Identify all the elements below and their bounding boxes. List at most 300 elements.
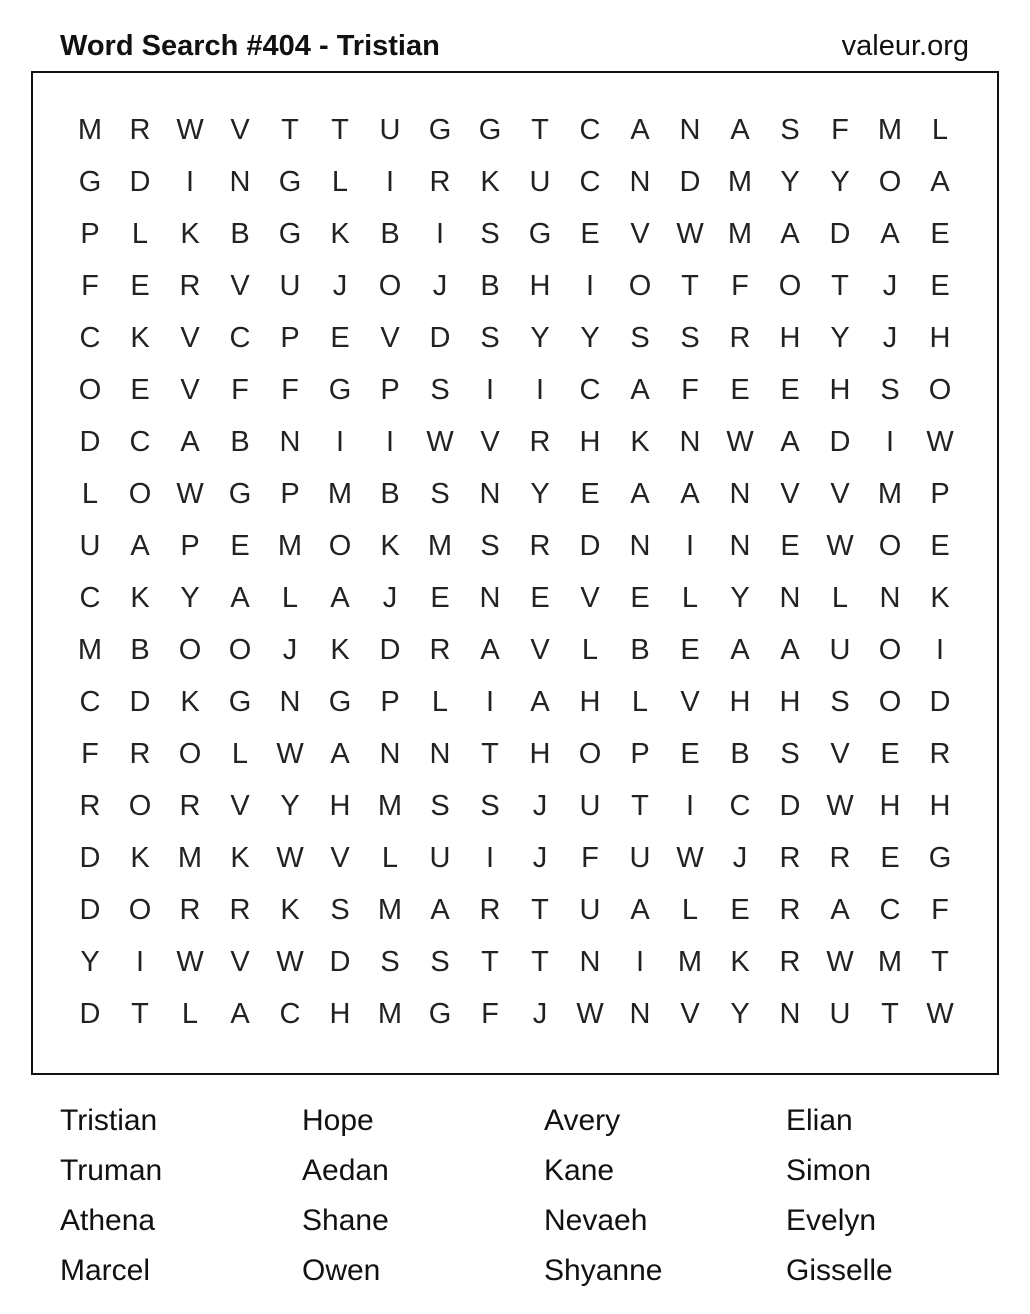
grid-letter: V — [230, 269, 250, 302]
grid-letter: W — [826, 529, 854, 562]
grid-letter: N — [779, 581, 801, 614]
grid-letter: M — [377, 997, 403, 1030]
grid-letter: E — [880, 737, 900, 770]
grid-letter: L — [281, 581, 299, 614]
grid-letter: F — [731, 269, 749, 302]
grid-letter: O — [128, 477, 152, 510]
grid-letter: L — [581, 633, 599, 666]
grid-letter: B — [380, 217, 400, 250]
grid-letter: N — [629, 997, 651, 1030]
grid-letter: R — [779, 893, 801, 926]
grid-letter: J — [532, 841, 548, 874]
grid-letter: Y — [780, 165, 800, 198]
word-list-item: Gisselle — [786, 1254, 893, 1287]
grid-letter: W — [176, 477, 204, 510]
grid-letter: B — [130, 633, 150, 666]
grid-letter: W — [676, 841, 704, 874]
grid-letter: M — [877, 477, 903, 510]
grid-letter: U — [79, 529, 101, 562]
grid-letter: U — [829, 633, 851, 666]
grid-letter: O — [878, 685, 902, 718]
grid-letter: L — [681, 581, 699, 614]
grid-letter: A — [230, 997, 250, 1030]
grid-letter: U — [579, 893, 601, 926]
grid-letter: R — [179, 893, 201, 926]
grid-letter: I — [635, 945, 645, 978]
grid-letter: A — [630, 373, 650, 406]
grid-letter: S — [780, 113, 800, 146]
grid-letter: M — [77, 633, 103, 666]
grid-letter: G — [528, 217, 552, 250]
grid-letter: W — [276, 841, 304, 874]
grid-letter: L — [831, 581, 849, 614]
grid-letter: T — [481, 945, 499, 978]
grid-letter: U — [579, 789, 601, 822]
grid-letter: I — [935, 633, 945, 666]
grid-letter: K — [280, 893, 300, 926]
grid-letter: L — [131, 217, 149, 250]
grid-letter: S — [780, 737, 800, 770]
grid-letter: I — [485, 841, 495, 874]
grid-letter: G — [928, 841, 952, 874]
grid-letter: S — [430, 477, 450, 510]
grid-letter: A — [330, 581, 350, 614]
grid-letter: S — [480, 789, 500, 822]
grid-letter: A — [730, 633, 750, 666]
grid-letter: B — [630, 633, 650, 666]
grid-letter: N — [379, 737, 401, 770]
grid-letter: F — [831, 113, 849, 146]
grid-letter: A — [680, 477, 700, 510]
grid-letter: N — [779, 997, 801, 1030]
grid-letter: C — [79, 321, 101, 354]
grid-letter: K — [480, 165, 500, 198]
grid-letter: R — [179, 269, 201, 302]
grid-letter: K — [330, 217, 350, 250]
grid-letter: V — [230, 113, 250, 146]
word-list-item: Elian — [786, 1104, 853, 1137]
grid-letter: E — [630, 581, 650, 614]
grid-letter: E — [730, 893, 750, 926]
grid-letter: E — [780, 373, 800, 406]
grid-letter: P — [380, 685, 400, 718]
grid-letter: P — [630, 737, 650, 770]
grid-letter: F — [931, 893, 949, 926]
grid-letter: I — [485, 373, 495, 406]
grid-letter: F — [281, 373, 299, 406]
grid-letter: W — [726, 425, 754, 458]
grid-letter: D — [129, 685, 151, 718]
grid-letter: A — [180, 425, 200, 458]
grid-letter: G — [228, 685, 252, 718]
grid-letter: W — [426, 425, 454, 458]
grid-letter: L — [231, 737, 249, 770]
word-list-item: Avery — [544, 1104, 621, 1137]
grid-letter: N — [679, 113, 701, 146]
grid-letter: A — [830, 893, 850, 926]
grid-letter: H — [829, 373, 851, 406]
grid-letter: H — [779, 685, 801, 718]
word-list-item: Evelyn — [786, 1204, 877, 1237]
grid-letter: R — [79, 789, 101, 822]
grid-letter: D — [329, 945, 351, 978]
grid-letter: B — [480, 269, 500, 302]
grid-letter: K — [180, 217, 200, 250]
grid-letter: I — [185, 165, 195, 198]
grid-letter: A — [130, 529, 150, 562]
grid-letter: O — [878, 529, 902, 562]
grid-letter: J — [732, 841, 748, 874]
grid-letter: N — [429, 737, 451, 770]
grid-letter: G — [328, 685, 352, 718]
grid-letter: S — [480, 529, 500, 562]
grid-letter: D — [679, 165, 701, 198]
grid-letter: J — [382, 581, 398, 614]
grid-letter: T — [931, 945, 949, 978]
grid-letter: V — [830, 737, 850, 770]
grid-letter: O — [928, 373, 952, 406]
grid-letter: I — [685, 529, 695, 562]
grid-letter: K — [230, 841, 250, 874]
grid-letter: K — [180, 685, 200, 718]
grid-letter: A — [630, 113, 650, 146]
grid-letter: L — [81, 477, 99, 510]
grid-letter: S — [880, 373, 900, 406]
word-list-item: Tristian — [60, 1104, 158, 1137]
grid-letter: V — [180, 373, 200, 406]
grid-letter: R — [129, 113, 151, 146]
grid-letter: U — [829, 997, 851, 1030]
grid-letter: R — [829, 841, 851, 874]
word-list-item: Shane — [302, 1204, 389, 1237]
grid-letter: R — [779, 945, 801, 978]
grid-letter: A — [330, 737, 350, 770]
grid-letter: Y — [730, 581, 750, 614]
grid-letter: F — [81, 269, 99, 302]
grid-letter: I — [485, 685, 495, 718]
grid-letter: Y — [730, 997, 750, 1030]
word-list-item: Athena — [60, 1204, 156, 1237]
grid-letter: M — [677, 945, 703, 978]
grid-letter: T — [481, 737, 499, 770]
grid-letter: S — [630, 321, 650, 354]
grid-letter: H — [329, 997, 351, 1030]
grid-letter: N — [879, 581, 901, 614]
grid-letter: N — [679, 425, 701, 458]
grid-letter: E — [730, 373, 750, 406]
grid-letter: V — [230, 945, 250, 978]
grid-letter: D — [779, 789, 801, 822]
grid-letter: K — [630, 425, 650, 458]
grid-letter: K — [330, 633, 350, 666]
grid-letter: I — [885, 425, 895, 458]
grid-letter: W — [676, 217, 704, 250]
grid-letter: P — [180, 529, 200, 562]
grid-letter: N — [229, 165, 251, 198]
grid-letter: O — [378, 269, 402, 302]
grid-letter: T — [681, 269, 699, 302]
grid-letter: H — [529, 737, 551, 770]
grid-letter: G — [278, 165, 302, 198]
grid-letter: V — [230, 789, 250, 822]
grid-letter: L — [931, 113, 949, 146]
grid-letter: S — [480, 321, 500, 354]
grid-letter: N — [629, 529, 651, 562]
grid-letter: M — [727, 165, 753, 198]
grid-letter: T — [881, 997, 899, 1030]
word-list-item: Truman — [60, 1154, 163, 1187]
grid-letter: A — [880, 217, 900, 250]
grid-letter: P — [80, 217, 100, 250]
grid-letter: C — [229, 321, 251, 354]
grid-letter: W — [576, 997, 604, 1030]
word-list-item: Owen — [302, 1254, 381, 1287]
grid-letter: O — [778, 269, 802, 302]
grid-letter: O — [178, 737, 202, 770]
grid-letter: P — [280, 477, 300, 510]
grid-letter: U — [379, 113, 401, 146]
grid-letter: O — [228, 633, 252, 666]
grid-letter: H — [929, 789, 951, 822]
grid-letter: A — [780, 633, 800, 666]
grid-letter: J — [882, 269, 898, 302]
grid-letter: N — [579, 945, 601, 978]
grid-letter: T — [281, 113, 299, 146]
word-list-item: Shyanne — [544, 1254, 663, 1287]
grid-letter: M — [377, 789, 403, 822]
grid-letter: V — [180, 321, 200, 354]
grid-letter: U — [629, 841, 651, 874]
grid-letter: D — [579, 529, 601, 562]
grid-letter: W — [926, 425, 954, 458]
grid-letter: M — [877, 113, 903, 146]
grid-letter: E — [130, 373, 150, 406]
grid-letter: E — [930, 529, 950, 562]
grid-letter: O — [128, 789, 152, 822]
grid-letter: R — [779, 841, 801, 874]
grid-letter: D — [379, 633, 401, 666]
grid-letter: R — [479, 893, 501, 926]
grid-letter: Y — [530, 321, 550, 354]
grid-letter: O — [178, 633, 202, 666]
grid-letter: Y — [830, 165, 850, 198]
grid-letter: R — [429, 165, 451, 198]
grid-letter: D — [79, 425, 101, 458]
grid-letter: I — [685, 789, 695, 822]
grid-letter: H — [579, 425, 601, 458]
grid-letter: V — [330, 841, 350, 874]
grid-letter: E — [580, 217, 600, 250]
grid-letter: I — [435, 217, 445, 250]
grid-letter: R — [729, 321, 751, 354]
grid-letter: O — [328, 529, 352, 562]
grid-letter: T — [531, 945, 549, 978]
grid-letter: W — [926, 997, 954, 1030]
grid-letter: K — [130, 841, 150, 874]
grid-letter: H — [579, 685, 601, 718]
grid-letter: O — [578, 737, 602, 770]
grid-letter: A — [630, 477, 650, 510]
grid-letter: V — [530, 633, 550, 666]
letter-grid — [65, 104, 965, 1040]
grid-letter: E — [930, 217, 950, 250]
grid-letter: M — [877, 945, 903, 978]
grid-letter: T — [331, 113, 349, 146]
grid-letter: G — [428, 113, 452, 146]
grid-letter: J — [432, 269, 448, 302]
grid-letter: N — [479, 477, 501, 510]
grid-letter: Y — [830, 321, 850, 354]
grid-letter: W — [826, 945, 854, 978]
grid-letter: I — [585, 269, 595, 302]
grid-letter: G — [428, 997, 452, 1030]
puzzle-title: Word Search #404 - Tristian — [60, 30, 440, 62]
grid-letter: V — [580, 581, 600, 614]
grid-letter: O — [78, 373, 102, 406]
grid-letter: E — [330, 321, 350, 354]
grid-letter: Y — [80, 945, 100, 978]
grid-letter: W — [176, 945, 204, 978]
grid-letter: H — [879, 789, 901, 822]
grid-letter: V — [780, 477, 800, 510]
grid-letter: C — [579, 113, 601, 146]
grid-letter: W — [826, 789, 854, 822]
grid-letter: S — [680, 321, 700, 354]
grid-letter: N — [729, 529, 751, 562]
grid-letter: D — [829, 217, 851, 250]
grid-letter: I — [535, 373, 545, 406]
grid-letter: E — [430, 581, 450, 614]
grid-letter: M — [727, 217, 753, 250]
grid-letter: P — [280, 321, 300, 354]
grid-letter: U — [279, 269, 301, 302]
grid-letter: E — [230, 529, 250, 562]
grid-letter: G — [478, 113, 502, 146]
word-list-item: Hope — [302, 1104, 374, 1137]
grid-letter: C — [579, 373, 601, 406]
grid-letter: G — [78, 165, 102, 198]
grid-letter: R — [179, 789, 201, 822]
grid-letter: O — [628, 269, 652, 302]
grid-letter: Y — [580, 321, 600, 354]
grid-letter: M — [327, 477, 353, 510]
grid-letter: B — [230, 425, 250, 458]
grid-letter: T — [631, 789, 649, 822]
grid-letter: V — [380, 321, 400, 354]
grid-letter: L — [181, 997, 199, 1030]
grid-letter: E — [780, 529, 800, 562]
grid-letter: B — [730, 737, 750, 770]
word-list-item: Kane — [544, 1154, 615, 1187]
grid-letter: E — [880, 841, 900, 874]
grid-letter: E — [130, 269, 150, 302]
grid-letter: H — [529, 269, 551, 302]
grid-letter: H — [329, 789, 351, 822]
grid-letter: I — [385, 165, 395, 198]
grid-letter: N — [279, 685, 301, 718]
grid-letter: C — [579, 165, 601, 198]
grid-letter: S — [430, 373, 450, 406]
grid-letter: G — [228, 477, 252, 510]
word-list-item: Marcel — [60, 1254, 151, 1287]
grid-letter: U — [429, 841, 451, 874]
word-list-item: Nevaeh — [544, 1204, 648, 1237]
grid-letter: A — [430, 893, 450, 926]
grid-letter: P — [380, 373, 400, 406]
grid-letter: O — [878, 633, 902, 666]
grid-letter: D — [929, 685, 951, 718]
grid-letter: G — [328, 373, 352, 406]
grid-letter: K — [380, 529, 400, 562]
grid-letter: L — [681, 893, 699, 926]
grid-letter: R — [529, 425, 551, 458]
grid-letter: P — [930, 477, 950, 510]
grid-letter: W — [176, 113, 204, 146]
grid-letter: A — [630, 893, 650, 926]
word-list — [60, 1096, 1028, 1296]
grid-letter: K — [930, 581, 950, 614]
grid-letter: V — [680, 685, 700, 718]
grid-letter: I — [135, 945, 145, 978]
word-list-item: Aedan — [302, 1154, 389, 1187]
puzzle-board — [31, 71, 999, 1075]
grid-letter: A — [730, 113, 750, 146]
grid-letter: J — [332, 269, 348, 302]
grid-letter: S — [330, 893, 350, 926]
grid-letter: A — [930, 165, 950, 198]
grid-letter: R — [129, 737, 151, 770]
grid-letter: U — [529, 165, 551, 198]
grid-letter: D — [79, 893, 101, 926]
grid-letter: V — [480, 425, 500, 458]
grid-letter: E — [580, 477, 600, 510]
grid-letter: C — [879, 893, 901, 926]
grid-letter: K — [130, 321, 150, 354]
grid-letter: D — [79, 997, 101, 1030]
grid-letter: C — [729, 789, 751, 822]
site-name: valeur.org — [841, 30, 969, 62]
grid-letter: S — [480, 217, 500, 250]
grid-letter: V — [830, 477, 850, 510]
grid-letter: T — [131, 997, 149, 1030]
grid-letter: B — [380, 477, 400, 510]
word-list-item: Simon — [786, 1154, 872, 1187]
grid-letter: K — [730, 945, 750, 978]
grid-letter: A — [780, 425, 800, 458]
grid-letter: M — [77, 113, 103, 146]
grid-letter: J — [282, 633, 298, 666]
grid-letter: N — [479, 581, 501, 614]
grid-letter: S — [430, 789, 450, 822]
grid-letter: I — [335, 425, 345, 458]
grid-letter: M — [377, 893, 403, 926]
grid-letter: T — [831, 269, 849, 302]
grid-letter: Y — [180, 581, 200, 614]
grid-letter: I — [385, 425, 395, 458]
grid-letter: S — [430, 945, 450, 978]
grid-letter: C — [79, 581, 101, 614]
grid-letter: M — [427, 529, 453, 562]
grid-letter: T — [531, 113, 549, 146]
grid-letter: O — [128, 893, 152, 926]
grid-letter: K — [130, 581, 150, 614]
grid-letter: R — [529, 529, 551, 562]
grid-letter: Y — [280, 789, 300, 822]
grid-letter: L — [631, 685, 649, 718]
grid-letter: D — [79, 841, 101, 874]
grid-letter: N — [629, 165, 651, 198]
grid-letter: F — [81, 737, 99, 770]
